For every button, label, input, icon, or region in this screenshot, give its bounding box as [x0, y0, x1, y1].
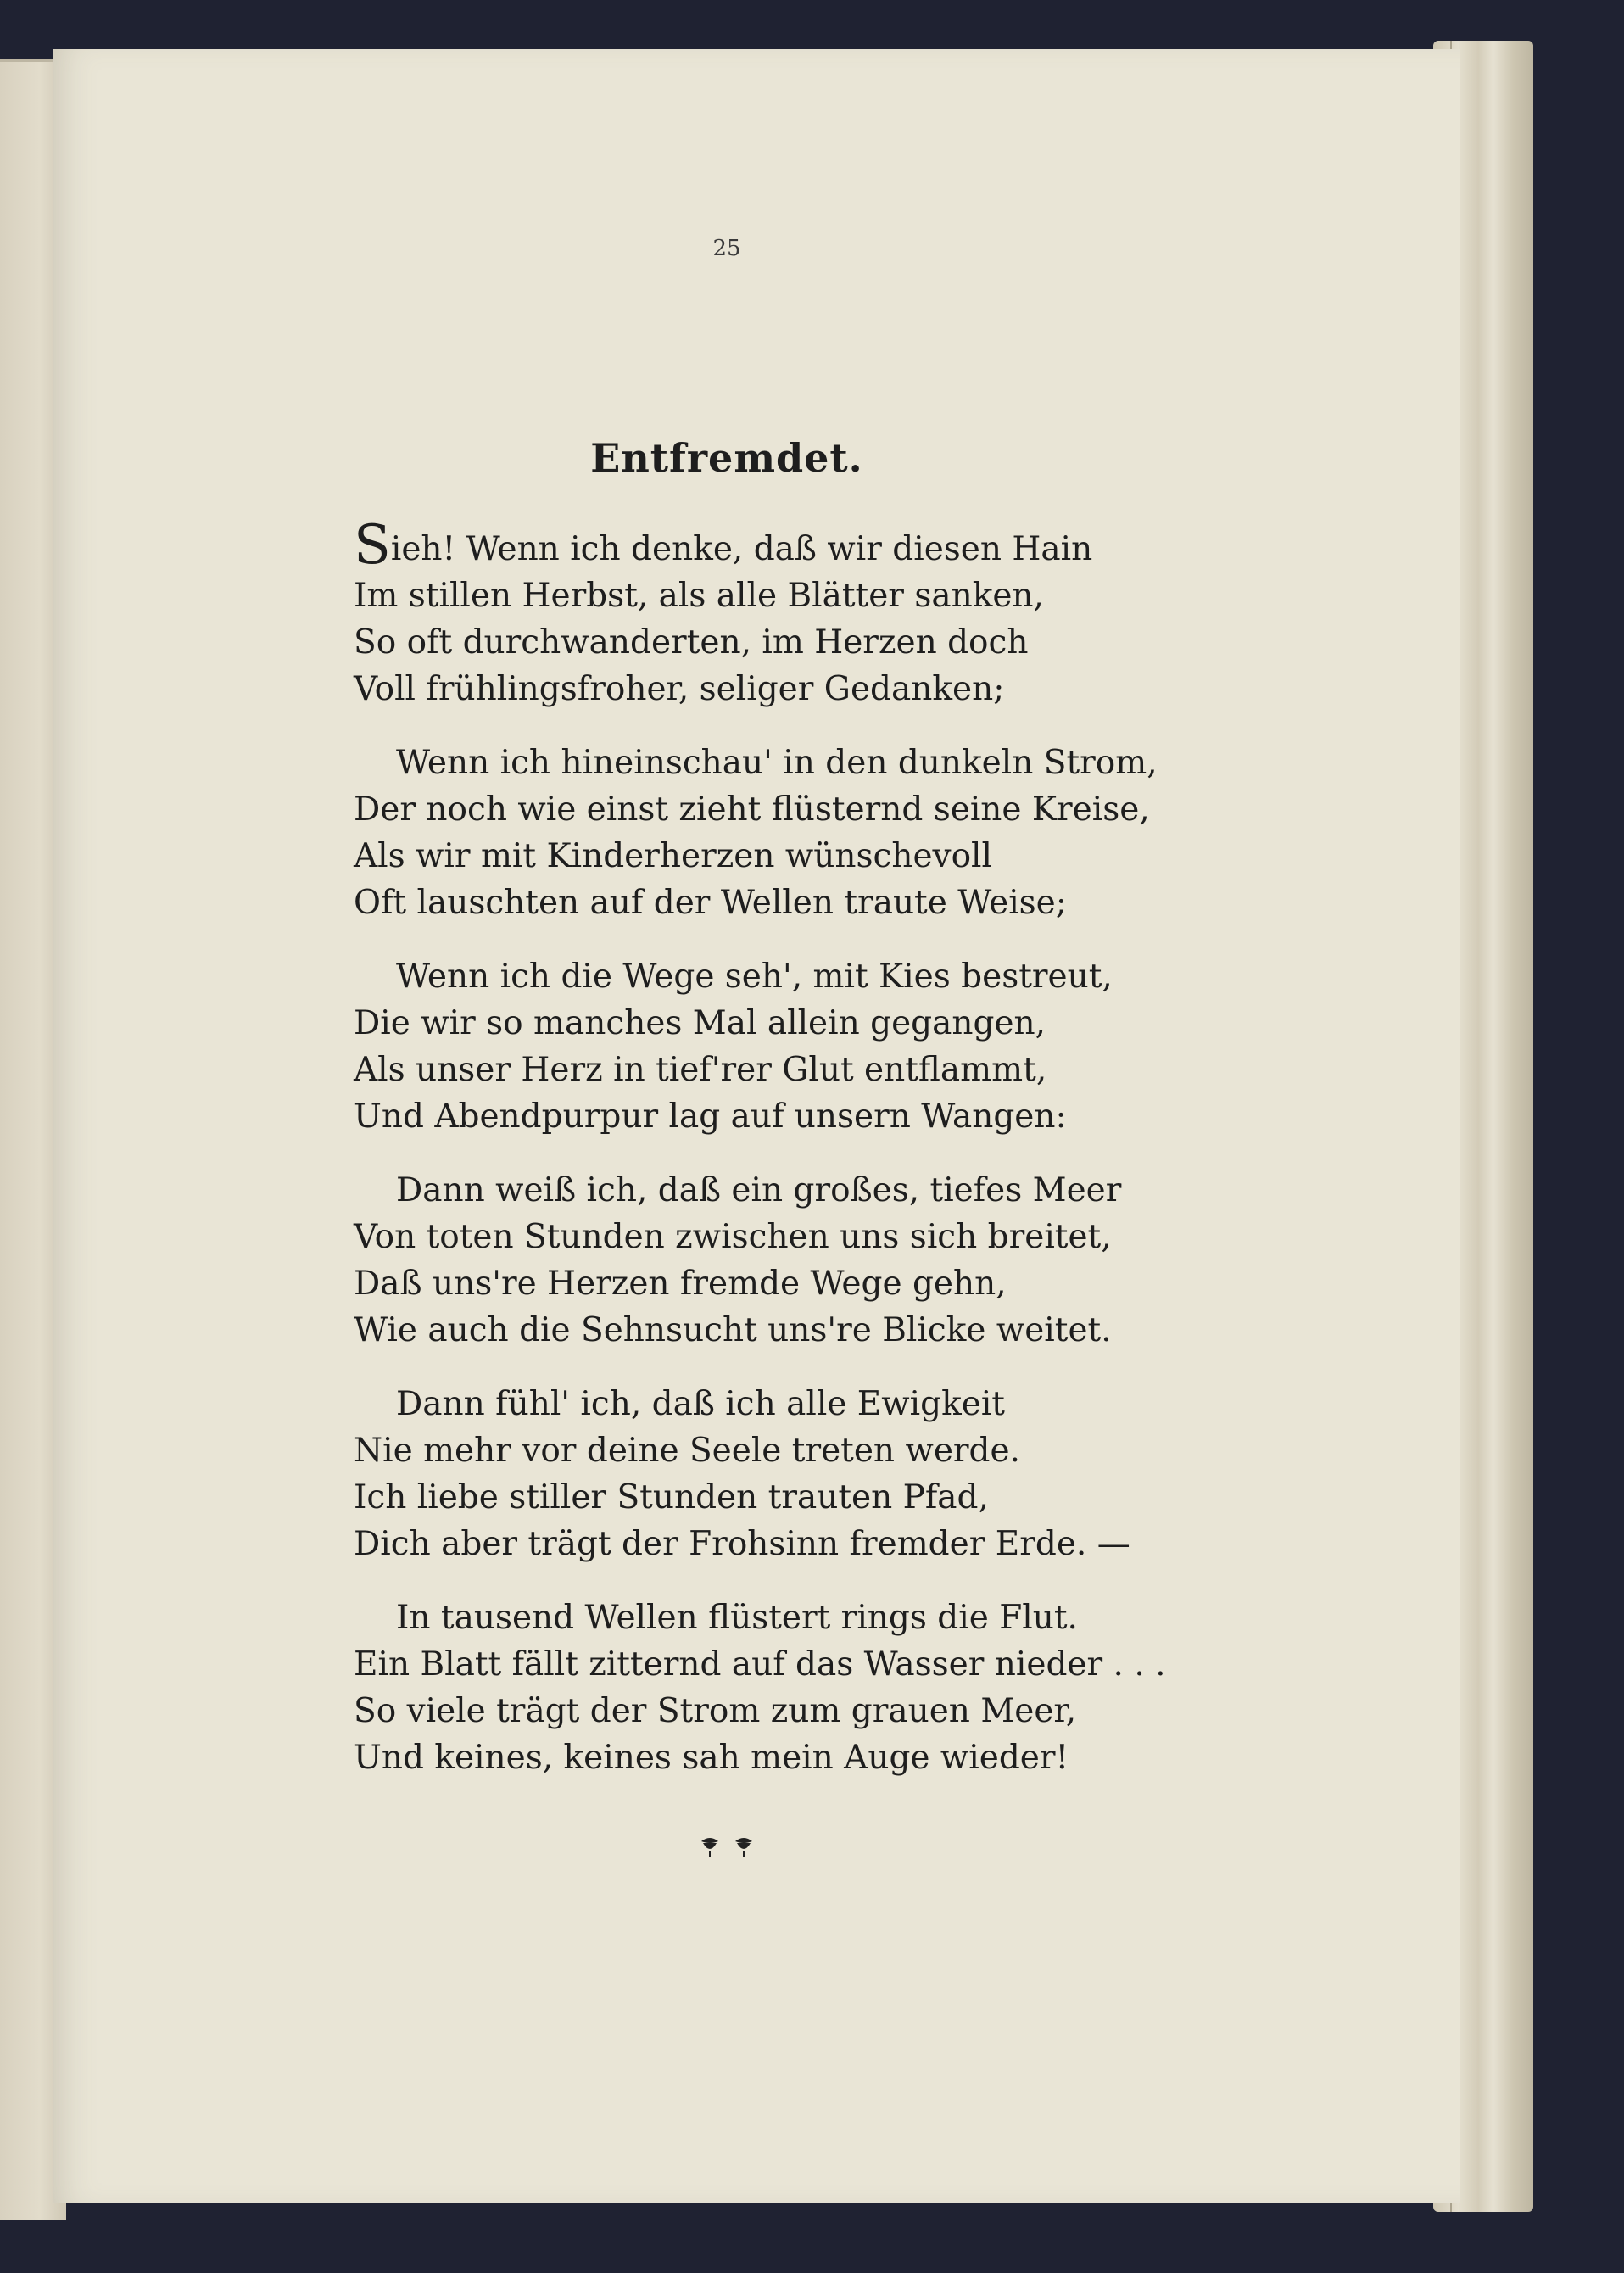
double-leaf-ornament-icon	[53, 1829, 1401, 1863]
stanza-6	[354, 1594, 1202, 1781]
poem-line: Oft lauschten auf der Wellen traute Weise;	[354, 884, 1067, 922]
stanza-5	[354, 1381, 1202, 1567]
poem-line: Als wir mit Kinderherzen wünschevoll	[354, 837, 992, 875]
stanza-2	[354, 740, 1202, 926]
poem-line: Als unser Herz in tief'rer Glut entflammt,	[354, 1051, 1047, 1089]
poem-line: Im stillen Herbst, als alle Blätter sanken,	[354, 577, 1044, 615]
page-number: 25	[712, 236, 741, 261]
poem-line: Voll frühlingsfroher, seliger Gedanken;	[354, 670, 1005, 708]
poem-title: Entfremdet.	[590, 435, 863, 481]
poem-line: Dann fühl' ich, daß ich alle Ewigkeit	[396, 1385, 1005, 1423]
poem-line: Wenn ich die Wege seh', mit Kies bestreut,	[396, 958, 1113, 996]
poem-line: Dann weiß ich, daß ein großes, tiefes Meer	[396, 1171, 1122, 1209]
poem-line: Wie auch die Sehnsucht uns're Blicke weitet.	[354, 1311, 1112, 1349]
first-line-text: ieh! Wenn ich denke, daß wir diesen Hain	[390, 530, 1093, 568]
poem-line: In tausend Wellen flüstert rings die Flut.	[396, 1599, 1078, 1637]
book-page	[53, 49, 1460, 2203]
poem-line	[354, 514, 1202, 577]
poem-line: Nie mehr vor deine Seele treten werde.	[354, 1432, 1020, 1470]
stanza-4	[354, 1167, 1202, 1354]
poem-body	[354, 514, 1202, 1808]
drop-cap: S	[354, 514, 391, 577]
poem-line: Dich aber trägt der Frohsinn fremder Erde. —	[354, 1525, 1130, 1563]
poem-line: Die wir so manches Mal allein gegangen,	[354, 1004, 1046, 1042]
stanza-1	[354, 514, 1202, 712]
poem-line: Und Abendpurpur lag auf unsern Wangen:	[354, 1097, 1067, 1136]
poem-line: So oft durchwanderten, im Herzen doch	[354, 623, 1029, 662]
poem-line: So viele trägt der Strom zum grauen Meer,	[354, 1692, 1077, 1730]
poem-line: Der noch wie einst zieht flüsternd seine Kreise,	[354, 790, 1150, 829]
poem-line: Und keines, keines sah mein Auge wieder!	[354, 1739, 1069, 1777]
poem-line: Daß uns're Herzen fremde Wege gehn,	[354, 1265, 1007, 1303]
stanza-3	[354, 953, 1202, 1140]
poem-line: Ein Blatt fällt zitternd auf das Wasser nieder . . .	[354, 1645, 1166, 1684]
poem-line: Von toten Stunden zwischen uns sich breitet,	[354, 1218, 1112, 1256]
poem-line: Wenn ich hineinschau' in den dunkeln Strom,	[396, 744, 1158, 782]
poem-line: Ich liebe stiller Stunden trauten Pfad,	[354, 1478, 989, 1516]
